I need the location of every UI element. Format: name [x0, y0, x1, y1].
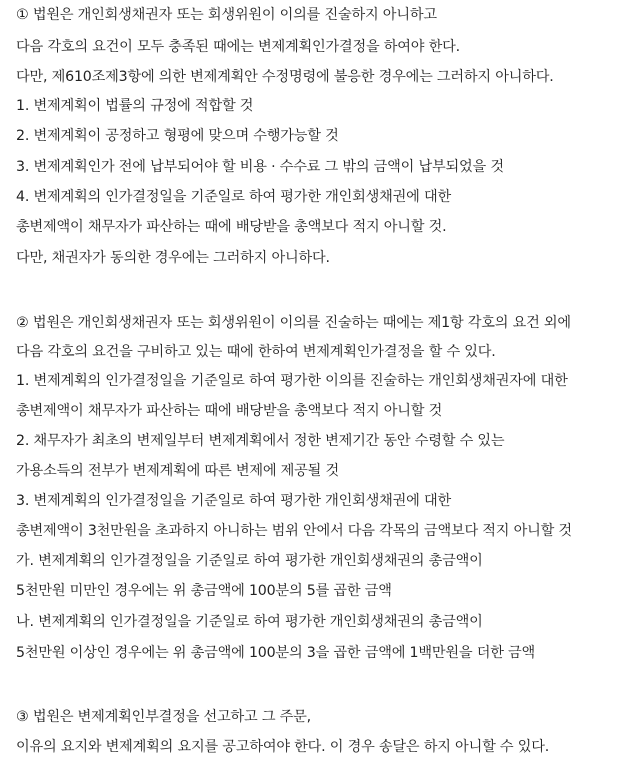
- section-1-line-6: 3. 변제계획인가 전에 납부되어야 할 비용 · 수수료 그 밖의 금액이 납부되었을 것: [16, 159, 504, 175]
- section-2-line-9: 가. 변제계획의 인가결정일을 기준일로 하여 평가한 개인회생채권의 총금액이: [16, 553, 483, 569]
- section-2-line-12: 5천만원 이상인 경우에는 위 총금액에 100분의 3을 곱한 금액에 1백만원을 더한 금액: [16, 645, 536, 661]
- section-1-line-9: 다만, 채권자가 동의한 경우에는 그러하지 아니하다.: [16, 250, 330, 266]
- section-1-line-7: 4. 변제계획의 인가결정일을 기준일로 하여 평가한 개인회생채권에 대한: [16, 189, 451, 205]
- section-2-line-4: 총변제액이 채무자가 파산하는 때에 배당받을 총액보다 적지 아니할 것: [16, 403, 443, 419]
- section-1-line-5: 2. 변제계획이 공정하고 형평에 맞으며 수행가능할 것: [16, 128, 339, 144]
- section-1-line-1: ① 법원은 개인회생채권자 또는 회생위원이 이의를 진술하지 아니하고: [16, 7, 437, 23]
- section-2-line-11: 나. 변제계획의 인가결정일을 기준일로 하여 평가한 개인회생채권의 총금액이: [16, 614, 483, 630]
- section-2-line-6: 가용소득의 전부가 변제계획에 따른 변제에 제공될 것: [16, 463, 339, 479]
- section-3-line-1: ③ 법원은 변제계획인부결정을 선고하고 그 주문,: [16, 709, 311, 725]
- section-1-line-3: 다만, 제610조제3항에 의한 변제계획안 수정명령에 불응한 경우에는 그러하지 아니하다.: [16, 69, 554, 85]
- section-2-line-1: ② 법원은 개인회생채권자 또는 회생위원이 이의를 진술하는 때에는 제1항 각호의 요건 외에: [16, 315, 571, 331]
- section-1-line-8: 총변제액이 채무자가 파산하는 때에 배당받을 총액보다 적지 아니할 것.: [16, 219, 447, 235]
- section-1-line-4: 1. 변제계획이 법률의 규정에 적합할 것: [16, 98, 254, 114]
- section-2-line-7: 3. 변제계획의 인가결정일을 기준일로 하여 평가한 개인회생채권에 대한: [16, 493, 451, 509]
- section-2-line-5: 2. 채무자가 최초의 변제일부터 변제계획에서 정한 변제기간 동안 수령할 수 있는: [16, 433, 505, 449]
- section-2-line-8: 총변제액이 3천만원을 초과하지 아니하는 범위 안에서 다음 각목의 금액보다 적지 아니할 것: [16, 523, 572, 539]
- section-3-line-2: 이유의 요지와 변제계획의 요지를 공고하여야 한다. 이 경우 송달은 하지 아니할 수 있다.: [16, 739, 550, 755]
- section-2-line-3: 1. 변제계획의 인가결정일을 기준일로 하여 평가한 이의를 진술하는 개인회생채권자에 대한: [16, 373, 568, 389]
- section-2-line-2: 다음 각호의 요건을 구비하고 있는 때에 한하여 변제계획인가결정을 할 수 있다.: [16, 344, 496, 360]
- section-1-line-2: 다음 각호의 요건이 모두 충족된 때에는 변제계획인가결정을 하여야 한다.: [16, 39, 460, 55]
- section-2-line-10: 5천만원 미만인 경우에는 위 총금액에 100분의 5를 곱한 금액: [16, 583, 392, 599]
